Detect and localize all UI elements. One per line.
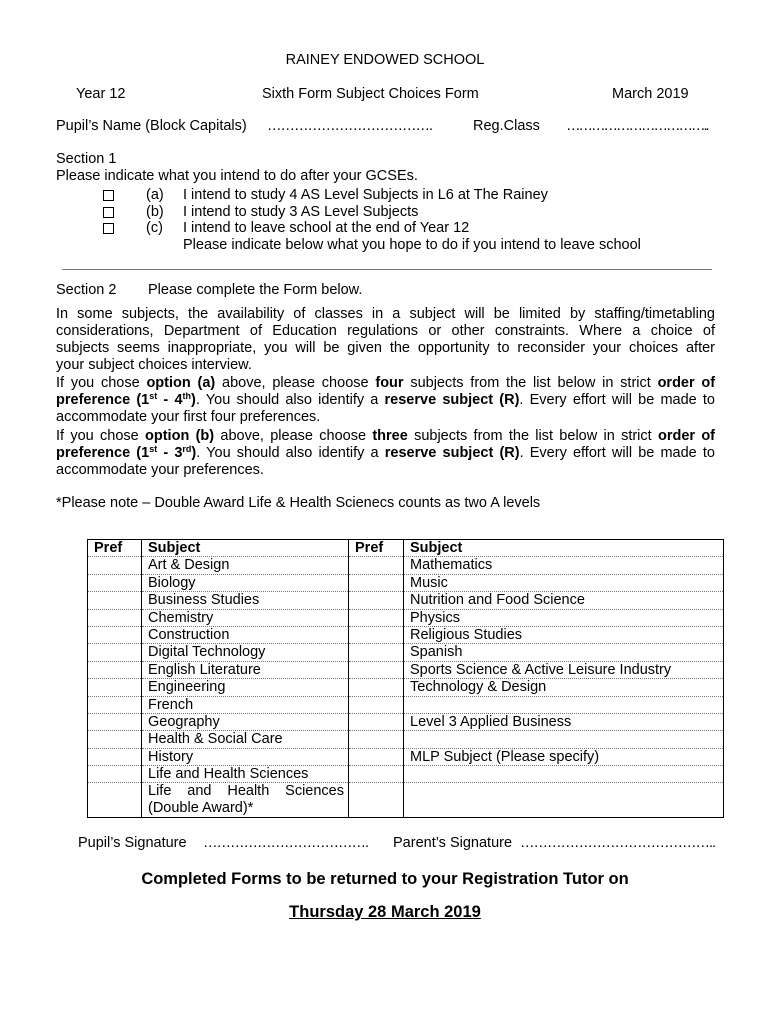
reserve-subject: reserve subject (R) — [384, 445, 520, 461]
subject-cell: Digital Technology — [142, 644, 349, 661]
subject-cell: French — [142, 696, 349, 713]
subject-cell — [404, 696, 724, 713]
option-a-instructions — [56, 375, 715, 426]
pref-input[interactable] — [349, 609, 404, 626]
table-header-row — [88, 540, 724, 557]
pref-input[interactable] — [88, 731, 142, 748]
subject-cell: Technology & Design — [404, 679, 724, 696]
para-line: accommodate your first four preferences. — [56, 409, 321, 425]
pref-input[interactable] — [88, 626, 142, 643]
section2-heading: Section 2 — [56, 282, 117, 298]
text: . Every effort will be made to — [519, 392, 716, 408]
subject-cell: Level 3 Applied Business — [404, 713, 724, 730]
subject-cell: Religious Studies — [404, 626, 724, 643]
pref-input[interactable] — [349, 626, 404, 643]
subject-cell: Nutrition and Food Science — [404, 592, 724, 609]
subject-cell: Music — [404, 574, 724, 591]
para-line: In some subjects, the availability of classes in a subject will be limited by staffing/timetabling — [56, 306, 715, 322]
pref-input[interactable] — [88, 557, 142, 574]
table-row — [88, 574, 724, 591]
option-a-text: I intend to study 4 AS Level Subjects in L6 at The Rainey — [183, 187, 548, 203]
subject-cell: Sports Science & Active Leisure Industry — [404, 661, 724, 678]
pupil-signature-field[interactable]: ………………………………. — [203, 835, 369, 851]
subject-cell: English Literature — [142, 661, 349, 678]
pupil-signature-label: Pupil’s Signature — [78, 835, 187, 851]
form-date: March 2019 — [612, 86, 689, 102]
option-b-letter: (b) — [146, 204, 164, 220]
pref-input[interactable] — [349, 766, 404, 783]
availability-paragraph — [56, 306, 715, 374]
subject-cell-double-award — [142, 783, 349, 818]
pref-input[interactable] — [349, 713, 404, 730]
pref-header: Pref — [349, 540, 404, 557]
option-c-checkbox[interactable] — [103, 223, 114, 234]
parent-signature-field[interactable]: …………………………………….. — [520, 835, 716, 851]
table-row — [88, 661, 724, 678]
subject-cell — [404, 783, 724, 818]
option-a-ref: option (a) — [146, 375, 216, 391]
pref-input[interactable] — [349, 661, 404, 678]
subject-line: (Double Award)* — [148, 800, 254, 817]
option-b-text: I intend to study 3 AS Level Subjects — [183, 204, 419, 220]
subject-cell: Life and Health Sciences — [142, 766, 349, 783]
section1-heading: Section 1 — [56, 151, 117, 167]
text: If you chose — [56, 428, 139, 444]
text: above, please choose — [222, 375, 369, 391]
reserve-subject: reserve subject (R) — [384, 392, 520, 408]
pref-input[interactable] — [88, 783, 142, 818]
option-b-instructions — [56, 428, 715, 479]
three-count: three — [372, 428, 408, 444]
table-row — [88, 592, 724, 609]
pupil-name-field[interactable]: ………………………………. — [267, 118, 433, 134]
pref-input[interactable] — [88, 713, 142, 730]
subject-cell: Art & Design — [142, 557, 349, 574]
subject-cell: Spanish — [404, 644, 724, 661]
table-row — [88, 766, 724, 783]
pref-input[interactable] — [349, 783, 404, 818]
table-row — [88, 679, 724, 696]
table-row — [88, 696, 724, 713]
pref-input[interactable] — [88, 748, 142, 765]
para-line: your subject choices interview. — [56, 357, 252, 373]
pref-input[interactable] — [349, 592, 404, 609]
divider — [62, 269, 712, 270]
pref-input[interactable] — [349, 731, 404, 748]
text: . You should also identify a — [195, 392, 379, 408]
four-count: four — [375, 375, 404, 391]
pref-input[interactable] — [88, 766, 142, 783]
school-name: RAINEY ENDOWED SCHOOL — [285, 52, 485, 68]
form-title: Sixth Form Subject Choices Form — [262, 86, 479, 102]
table-row — [88, 731, 724, 748]
section1-intro: Please indicate what you intend to do after your GCSEs. — [56, 168, 418, 184]
pref-input[interactable] — [88, 592, 142, 609]
return-instructions: Completed Forms to be returned to your Registration Tutor on — [141, 870, 629, 888]
subject-cell: Chemistry — [142, 609, 349, 626]
option-c-text: I intend to leave school at the end of Year 12 — [183, 220, 470, 236]
subject-cell: Biology — [142, 574, 349, 591]
pref-input[interactable] — [88, 644, 142, 661]
return-date-wrap — [0, 903, 770, 922]
pref-input[interactable] — [349, 679, 404, 696]
subject-cell: Construction — [142, 626, 349, 643]
text: subjects from the list below in strict — [410, 375, 651, 391]
option-a-letter: (a) — [146, 187, 164, 203]
option-c-letter: (c) — [146, 220, 163, 236]
option-a-checkbox[interactable] — [103, 190, 114, 201]
subject-cell: Business Studies — [142, 592, 349, 609]
preference-range: preference (1st - 4th) — [56, 391, 196, 408]
subject-cell: Physics — [404, 609, 724, 626]
table-row — [88, 748, 724, 765]
para-line: accommodate your preferences. — [56, 462, 264, 478]
subject-cell: Mathematics — [404, 557, 724, 574]
subject-cell: Engineering — [142, 679, 349, 696]
table-row — [88, 557, 724, 574]
pref-input[interactable] — [88, 661, 142, 678]
table-row — [88, 644, 724, 661]
text: . You should also identify a — [196, 445, 379, 461]
table-row — [88, 783, 724, 818]
table-row — [88, 626, 724, 643]
pref-header: Pref — [88, 540, 142, 557]
subject-header: Subject — [404, 540, 724, 557]
double-award-note: *Please note – Double Award Life & Health Scienecs counts as two A levels — [56, 495, 541, 511]
return-date: Thursday 28 March 2019 — [289, 903, 481, 921]
subject-cell: MLP Subject (Please specify) — [404, 748, 724, 765]
para-line: subjects seems inappropriate, you will be given the opportunity to reconsider your choices after — [56, 340, 715, 356]
order-of: order of — [657, 428, 716, 444]
subject-cell: Health & Social Care — [142, 731, 349, 748]
text: If you chose — [56, 375, 140, 391]
order-of: order of — [657, 375, 716, 391]
subject-header: Subject — [142, 540, 349, 557]
subject-cell: Geography — [142, 713, 349, 730]
subject-cell — [404, 731, 724, 748]
section2-intro: Please complete the Form below. — [148, 282, 363, 298]
text: . Every effort will be made to — [519, 445, 715, 461]
pref-input[interactable] — [349, 557, 404, 574]
subject-cell: History — [142, 748, 349, 765]
pref-input[interactable] — [88, 679, 142, 696]
pref-input[interactable] — [349, 644, 404, 661]
subject-choices-table — [87, 539, 724, 818]
reg-class-field[interactable]: …………………………….. — [566, 118, 708, 134]
pupil-name-label: Pupil’s Name (Block Capitals) — [56, 118, 247, 134]
subject-line: Life and Health Sciences — [148, 783, 344, 800]
table-row — [88, 609, 724, 626]
para-line: considerations, Department of Education regulations or other constraints. Where a choice of — [56, 323, 715, 339]
subject-cell — [404, 766, 724, 783]
year-label: Year 12 — [76, 86, 126, 102]
parent-signature-label: Parent’s Signature — [393, 835, 513, 851]
text: subjects from the list below in strict — [414, 428, 652, 444]
pref-input[interactable] — [88, 574, 142, 591]
pref-input[interactable] — [88, 696, 142, 713]
table-row — [88, 713, 724, 730]
reg-class-label: Reg.Class — [473, 118, 540, 134]
leave-school-note: Please indicate below what you hope to do if you intend to leave school — [183, 237, 641, 253]
pref-input[interactable] — [349, 574, 404, 591]
option-b-checkbox[interactable] — [103, 207, 114, 218]
pref-input[interactable] — [349, 748, 404, 765]
text: above, please choose — [220, 428, 367, 444]
option-b-ref: option (b) — [145, 428, 215, 444]
pref-input[interactable] — [349, 696, 404, 713]
pref-input[interactable] — [88, 609, 142, 626]
preference-range: preference (1st - 3rd) — [56, 444, 197, 461]
